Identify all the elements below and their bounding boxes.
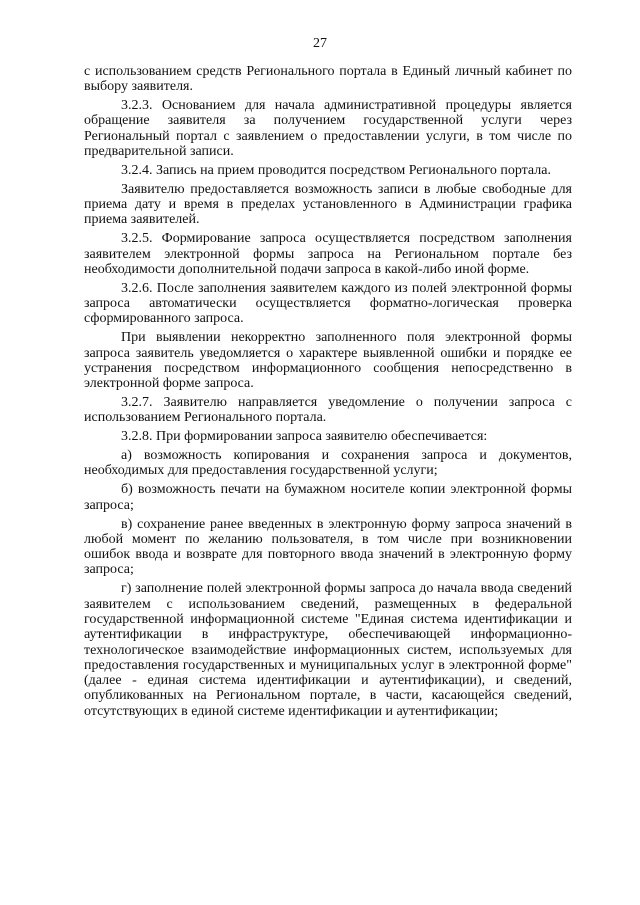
paragraph-3-2-4: 3.2.4. Запись на прием проводится посредством Регионального портала. (121, 162, 551, 178)
paragraph-3-2-6: 3.2.6. После заполнения заявителем каждого из полей электронной формы запроса автоматически осуществляется форматно-логическая проверка сформированного запроса. (84, 280, 572, 327)
document-body (84, 64, 572, 723)
list-item-v: в) сохранение ранее введенных в электронную форму запроса значений в любой момент по желанию пользователя, в том числе при возникновении ошибок ввода и возврате для повторного ввода значений в электронную форму запроса; (84, 516, 572, 578)
list-item-g: г) заполнение полей электронной формы запроса до начала ввода сведений заявителем с использованием сведений, размещенных в федеральной государственной информационной системе "Единая система идентификации и аутентификации в инфраструктуре, обеспечивающей информационно-технологическое взаимодействие информационных систем, используемых для предоставления государственных и муниципальных услуг в электронной форме" (далее - единая система идентификации и аутентификации), и сведений, опубликованных на Региональном портале, в части, касающейся сведений, отсутствующих в единой системе идентификации и аутентификации; (84, 581, 572, 719)
paragraph-3-2-5: 3.2.5. Формирование запроса осуществляется посредством заполнения заявителем электронной формы запроса на Региональном портале без необходимости дополнительной подачи запроса в какой-либо иной форме. (84, 231, 572, 277)
paragraph-3-2-8: 3.2.8. При формировании запроса заявителю обеспечивается: (121, 429, 488, 445)
paragraph-continuation: с использованием средств Регионального портала в Единый личный кабинет по выбору заявителя. (84, 64, 572, 95)
page-number: 27 (313, 36, 327, 51)
paragraph-appointment-options: Заявителю предоставляется возможность записи в любые свободные для приема дату и время в пределах установленного в Администрации графика приема заявителей. (84, 181, 572, 228)
paragraph-3-2-3: 3.2.3. Основанием для начала административной процедуры является обращение заявителя за получением государственной услуги через Региональный портал с заявлением о предоставлении услуги, в том числе по предварительной записи. (84, 98, 572, 160)
paragraph-3-2-7: 3.2.7. Заявителю направляется уведомление о получении запроса с использованием Регионального портала. (84, 395, 572, 426)
paragraph-error-notice: При выявлении некорректно заполненного поля электронной формы запроса заявитель уведомляется о характере выявленной ошибки и порядке ее устранения посредством информационного сообщения непосредственно в электронной форме запроса. (84, 330, 572, 392)
list-item-a: а) возможность копирования и сохранения запроса и документов, необходимых для предоставления государственной услуги; (84, 448, 572, 479)
list-item-b: б) возможность печати на бумажном носителе копии электронной формы запроса; (84, 482, 572, 513)
